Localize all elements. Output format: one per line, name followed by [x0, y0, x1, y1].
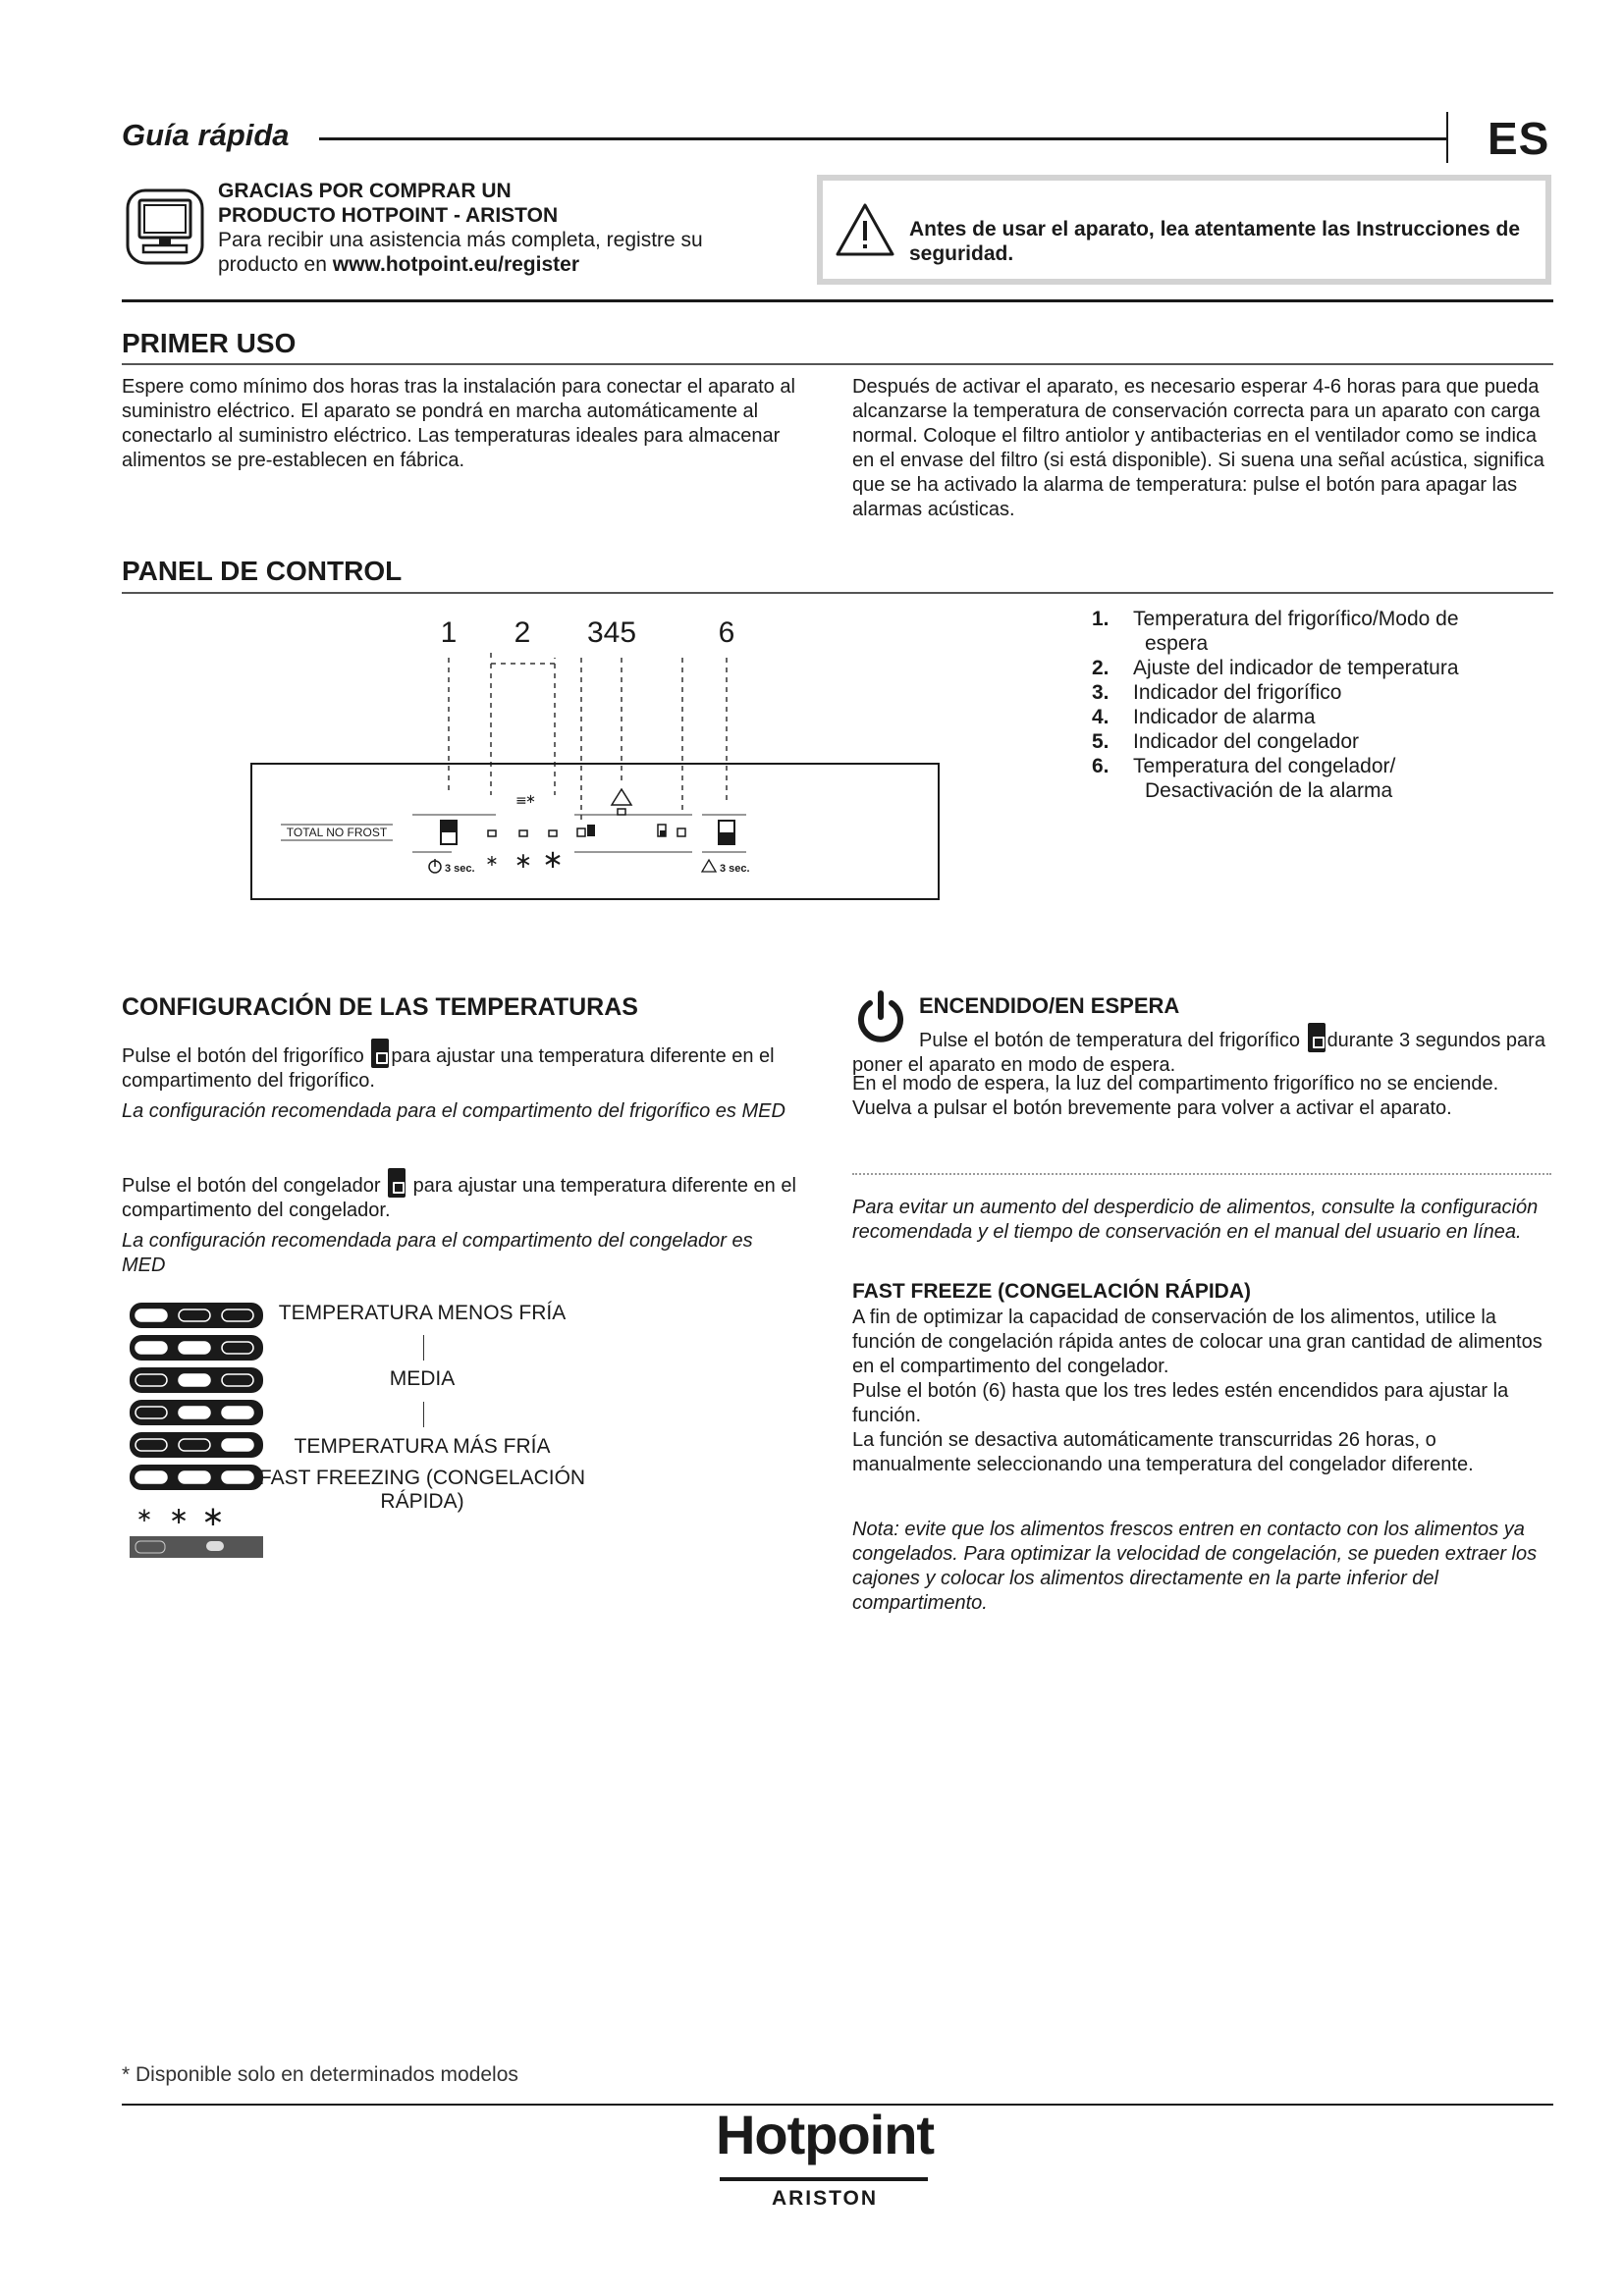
callout-number-6: 6	[718, 616, 735, 649]
freezer-button[interactable]	[719, 821, 734, 844]
level-connector	[423, 1335, 424, 1361]
thanks-text-prefix: producto en	[218, 253, 333, 276]
legend-item: 1. Temperatura del frigorífico/Modo de espera	[1092, 608, 1459, 655]
legend-item: 4. Indicador de alarma	[1092, 706, 1316, 728]
freezer-button-icon	[388, 1168, 406, 1198]
temp-config-fridge-note: La configuración recomendada para el compartimento del frigorífico es MED	[122, 1100, 785, 1122]
brand-logo-rule	[720, 2177, 928, 2181]
level-led-row	[130, 1303, 263, 1328]
register-link[interactable]: www.hotpoint.eu/register	[332, 253, 579, 276]
temp-config-freezer-note: La configuración recomendada para el compartimento del congelador es MED	[122, 1230, 753, 1276]
food-waste-note: Para evitar un aumento del desperdicio de alimentos, consulte la configuración recomendada y el tiempo de conservación en el manual del usuario en línea.	[852, 1197, 1539, 1243]
level-led-row	[130, 1400, 263, 1425]
callout-number-1: 1	[440, 616, 458, 649]
temperature-leds	[488, 830, 557, 836]
level-led	[179, 1471, 210, 1483]
temp-config-title: CONFIGURACIÓN DE LAS TEMPERATURAS	[122, 993, 638, 1021]
callout-number-345: 345	[586, 616, 637, 649]
page-title: Guía rápida	[122, 118, 290, 152]
panel-label: TOTAL NO FROST	[286, 826, 388, 839]
callout-number-2: 2	[514, 616, 531, 649]
level-led	[222, 1471, 253, 1483]
alarm-indicator-icon	[612, 789, 631, 815]
level-led-row	[130, 1335, 263, 1361]
legend-item: 6. Temperatura del congelador/ Desactivación de la alarma	[1092, 755, 1396, 802]
level-led-row	[130, 1432, 263, 1458]
level-led-row	[130, 1465, 263, 1490]
temp-config-freezer-text: Pulse el botón del congelador para ajustar una temperatura diferente en el compartimento del congelador.	[122, 1168, 799, 1223]
level-fast-freezing: FAST FREEZING (CONGELACIÓN RÁPIDA)	[258, 1467, 586, 1513]
level-led-row	[130, 1367, 263, 1393]
svg-text:∗: ∗	[525, 792, 536, 807]
safety-warning-box	[817, 175, 1551, 285]
control-panel-diagram	[245, 609, 943, 903]
warning-triangle-icon	[835, 202, 895, 257]
section-rule	[122, 592, 1553, 594]
standby-text-2: En el modo de espera, la luz del compartimento frigorífico no se enciende. Vuelva a pulsar el botón brevemente para volver a activar el aparato.	[852, 1073, 1499, 1119]
svg-text:3 sec.: 3 sec.	[720, 863, 750, 875]
svg-text:∗: ∗	[514, 849, 533, 874]
header-rule	[319, 137, 1446, 140]
level-led	[135, 1342, 167, 1354]
brand-logo-sub: ARISTON	[771, 2187, 879, 2210]
level-least-cold: TEMPERATURA MENOS FRÍA	[278, 1302, 567, 1324]
svg-text:≡: ≡	[515, 793, 527, 809]
level-coldest: TEMPERATURA MÁS FRÍA	[294, 1435, 551, 1458]
svg-text:∗: ∗	[542, 845, 564, 875]
svg-text:∗: ∗	[135, 1503, 153, 1526]
thanks-heading-line2: PRODUCTO HOTPOINT - ARISTON	[218, 204, 559, 227]
temp-config-fridge-text: Pulse el botón del frigorífico para ajustar una temperatura diferente en el compartimento del frigorífico.	[122, 1039, 799, 1094]
level-led	[222, 1439, 253, 1451]
freezer-indicator-icon	[658, 825, 685, 836]
standby-title: ENCENDIDO/EN ESPERA	[919, 993, 1180, 1018]
header-divider	[1446, 112, 1448, 163]
thanks-text: Para recibir una asistencia más completa, registre su	[218, 229, 703, 251]
level-led	[179, 1374, 210, 1386]
control-panel-legend	[1092, 607, 1553, 803]
first-use-title: PRIMER USO	[122, 328, 297, 358]
fridge-button[interactable]	[441, 821, 457, 844]
fast-freeze-title: FAST FREEZE (CONGELACIÓN RÁPIDA)	[852, 1280, 1252, 1303]
warning-text: Antes de usar el aparato, lea atentamente las Instrucciones de seguridad.	[909, 218, 1521, 265]
language-code: ES	[1488, 113, 1550, 164]
svg-text:3 sec.: 3 sec.	[445, 863, 475, 875]
svg-text:∗: ∗	[485, 851, 499, 870]
section-rule	[122, 363, 1553, 365]
footnote: * Disponible solo en determinados modelos	[122, 2063, 518, 2086]
level-led	[222, 1407, 253, 1418]
fast-freeze-note: Nota: evite que los alimentos frescos entren en contacto con los alimentos ya congelados. Para optimizar la velocidad de congelación, se pueden extraer los cajones y colocar los alimentos directamente en la parte inferior del compartimento.	[852, 1519, 1538, 1614]
snowflake-icons	[485, 792, 564, 875]
temperature-levels-diagram	[128, 1301, 275, 1566]
fast-freeze-text-3: La función se desactiva automáticamente transcurridas 26 horas, o manualmente seleccionando una temperatura del congelador diferente.	[852, 1429, 1474, 1475]
fridge-button-icon	[371, 1039, 389, 1068]
fridge-button-icon	[1308, 1023, 1326, 1052]
svg-text:∗: ∗	[168, 1502, 189, 1529]
alarm-off-hint	[702, 860, 750, 875]
standby-text-1: Pulse el botón de temperatura del frigorífico durante 3 segundos para poner el aparato en modo de espera.	[852, 1023, 1551, 1078]
top-rule	[122, 299, 1553, 302]
thanks-heading-line1: GRACIAS POR COMPRAR UN	[218, 180, 512, 202]
thanks-block	[218, 179, 768, 277]
legend-item: 2. Ajuste del indicador de temperatura	[1092, 657, 1459, 679]
monitor-icon	[126, 188, 204, 265]
svg-text:∗: ∗	[201, 1500, 225, 1532]
legend-item: 3. Indicador del frigorífico	[1092, 681, 1342, 704]
level-led	[135, 1471, 167, 1483]
dotted-divider	[852, 1173, 1551, 1175]
level-led	[179, 1407, 210, 1418]
first-use-left-text: Espere como mínimo dos horas tras la instalación para conectar el aparato al suministro eléctrico. El aparato se pondrá en marcha automáticamente al conectarlo al suministro eléctrico. Las temperaturas ideales para almacenar alimentos se pre-establecen en fábrica.	[122, 376, 795, 471]
legend-item: 5. Indicador del congelador	[1092, 730, 1359, 753]
first-use-right-text: Después de activar el aparato, es necesario esperar 4-6 horas para que pueda alcanzarse la temperatura de conservación correcta para un aparato con carga normal. Coloque el filtro antiolor y antibacterias en el ventilador como se indica en el envase del filtro (si está disponible). Si suena una señal acústica, significa que se ha activado la alarma de temperatura: pulse el botón para apagar las alarmas acústicas.	[852, 376, 1544, 520]
standby-hint	[429, 859, 475, 875]
level-led	[135, 1309, 167, 1321]
fast-freeze-text-1: A fin de optimizar la capacidad de conservación de los alimentos, utilice la función de congelación rápida antes de colocar una gran cantidad de alimentos en el compartimento del congelador.	[852, 1307, 1543, 1377]
level-connector	[423, 1402, 424, 1427]
fridge-indicator-icon	[577, 825, 595, 836]
brand-logo: Hotpoint	[715, 2104, 935, 2165]
level-medium: MEDIA	[389, 1367, 456, 1390]
fast-freeze-text-2: Pulse el botón (6) hasta que los tres ledes estén encendidos para ajustar la función.	[852, 1380, 1509, 1426]
level-led	[179, 1342, 210, 1354]
control-panel-title: PANEL DE CONTROL	[122, 556, 403, 586]
